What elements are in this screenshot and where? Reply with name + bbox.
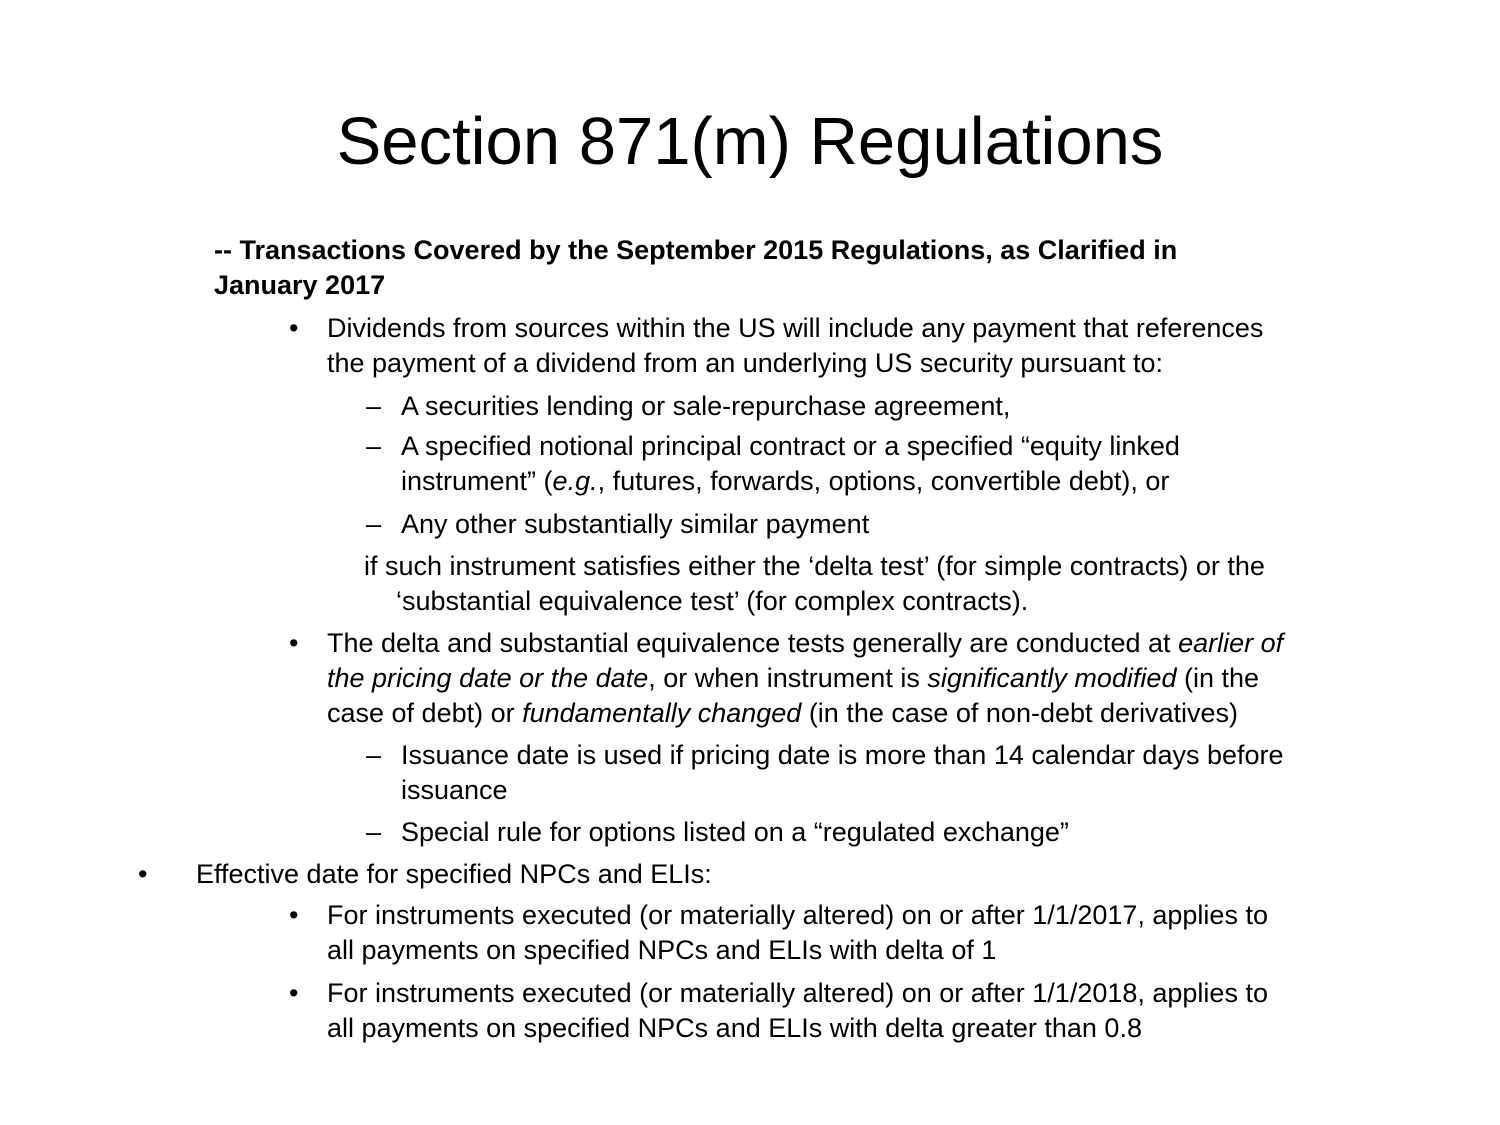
bullet-line: all payments on specified NPCs and ELIs with delta of 1 xyxy=(327,935,997,965)
bullet-line: For instruments executed (or materially altered) on or after 1/1/2017, applies to xyxy=(327,900,1268,930)
text-run: , or when instrument is xyxy=(648,663,928,693)
subtitle-line-2: January 2017 xyxy=(214,270,386,300)
bullet-marker: • xyxy=(289,313,299,343)
bullet-text xyxy=(327,311,1387,381)
bullet-text xyxy=(327,626,1387,731)
dash-marker: – xyxy=(366,391,382,421)
bullet-text xyxy=(327,898,1387,968)
bullet-line: For instruments executed (or materially altered) on or after 1/1/2018, applies to xyxy=(327,978,1268,1008)
emphasis: earlier of xyxy=(1178,628,1284,658)
emphasis: fundamentally changed xyxy=(522,698,802,728)
sub-item-text: Any other substantially similar payment xyxy=(401,509,870,539)
emphasis: the pricing date or the date xyxy=(327,663,649,693)
subtitle-line-1: -- Transactions Covered by the September 2015 Regulations, as Clarified in xyxy=(214,235,1178,265)
sub-item-line: Issuance date is used if pricing date is more than 14 calendar days before xyxy=(401,740,1284,770)
slide-title: Section 871(m) Regulations xyxy=(336,104,1164,179)
if-clause-line: ‘substantial equivalence test’ (for complex contracts). xyxy=(396,586,1029,616)
dash-marker: – xyxy=(366,509,382,539)
sub-item-text xyxy=(401,738,1401,808)
bullet-text xyxy=(327,976,1387,1046)
sub-item-line: instrument” ( xyxy=(401,466,553,496)
sub-item-text xyxy=(401,429,1401,499)
bullet-line: all payments on specified NPCs and ELIs with delta greater than 0.8 xyxy=(327,1013,1142,1043)
bullet-text: Effective date for specified NPCs and ELIs: xyxy=(196,859,712,889)
emphasis: significantly modified xyxy=(927,663,1177,693)
dash-marker: – xyxy=(366,740,382,770)
bullet-marker: • xyxy=(289,978,299,1008)
emphasis: e.g. xyxy=(552,466,598,496)
text-run: (in the xyxy=(1176,663,1260,693)
bullet-marker: • xyxy=(289,900,299,930)
text-run: The delta and substantial equivalence tests generally are conducted at xyxy=(327,628,1179,658)
section-subtitle xyxy=(214,233,1294,303)
sub-item-line: issuance xyxy=(401,775,508,805)
bullet-marker: • xyxy=(138,859,148,889)
if-clause-line: if such instrument satisfies either the ‘delta test’ (for simple contracts) or the xyxy=(364,551,1265,581)
text-run: (in the case of non-debt derivatives) xyxy=(801,698,1239,728)
sub-item-line: A specified notional principal contract or a specified “equity linked xyxy=(401,431,1180,461)
sub-item-line: , futures, forwards, options, convertible debt), or xyxy=(597,466,1170,496)
text-run: case of debt) or xyxy=(327,698,523,728)
if-clause xyxy=(364,549,1404,619)
sub-item-text: A securities lending or sale-repurchase agreement, xyxy=(401,391,1011,421)
bullet-line: the payment of a dividend from an underlying US security pursuant to: xyxy=(327,348,1163,378)
bullet-line: Dividends from sources within the US will include any payment that references xyxy=(327,313,1264,343)
sub-item-text: Special rule for options listed on a “regulated exchange” xyxy=(401,817,1069,847)
dash-marker: – xyxy=(366,817,382,847)
bullet-marker: • xyxy=(289,628,299,658)
dash-marker: – xyxy=(366,431,382,461)
